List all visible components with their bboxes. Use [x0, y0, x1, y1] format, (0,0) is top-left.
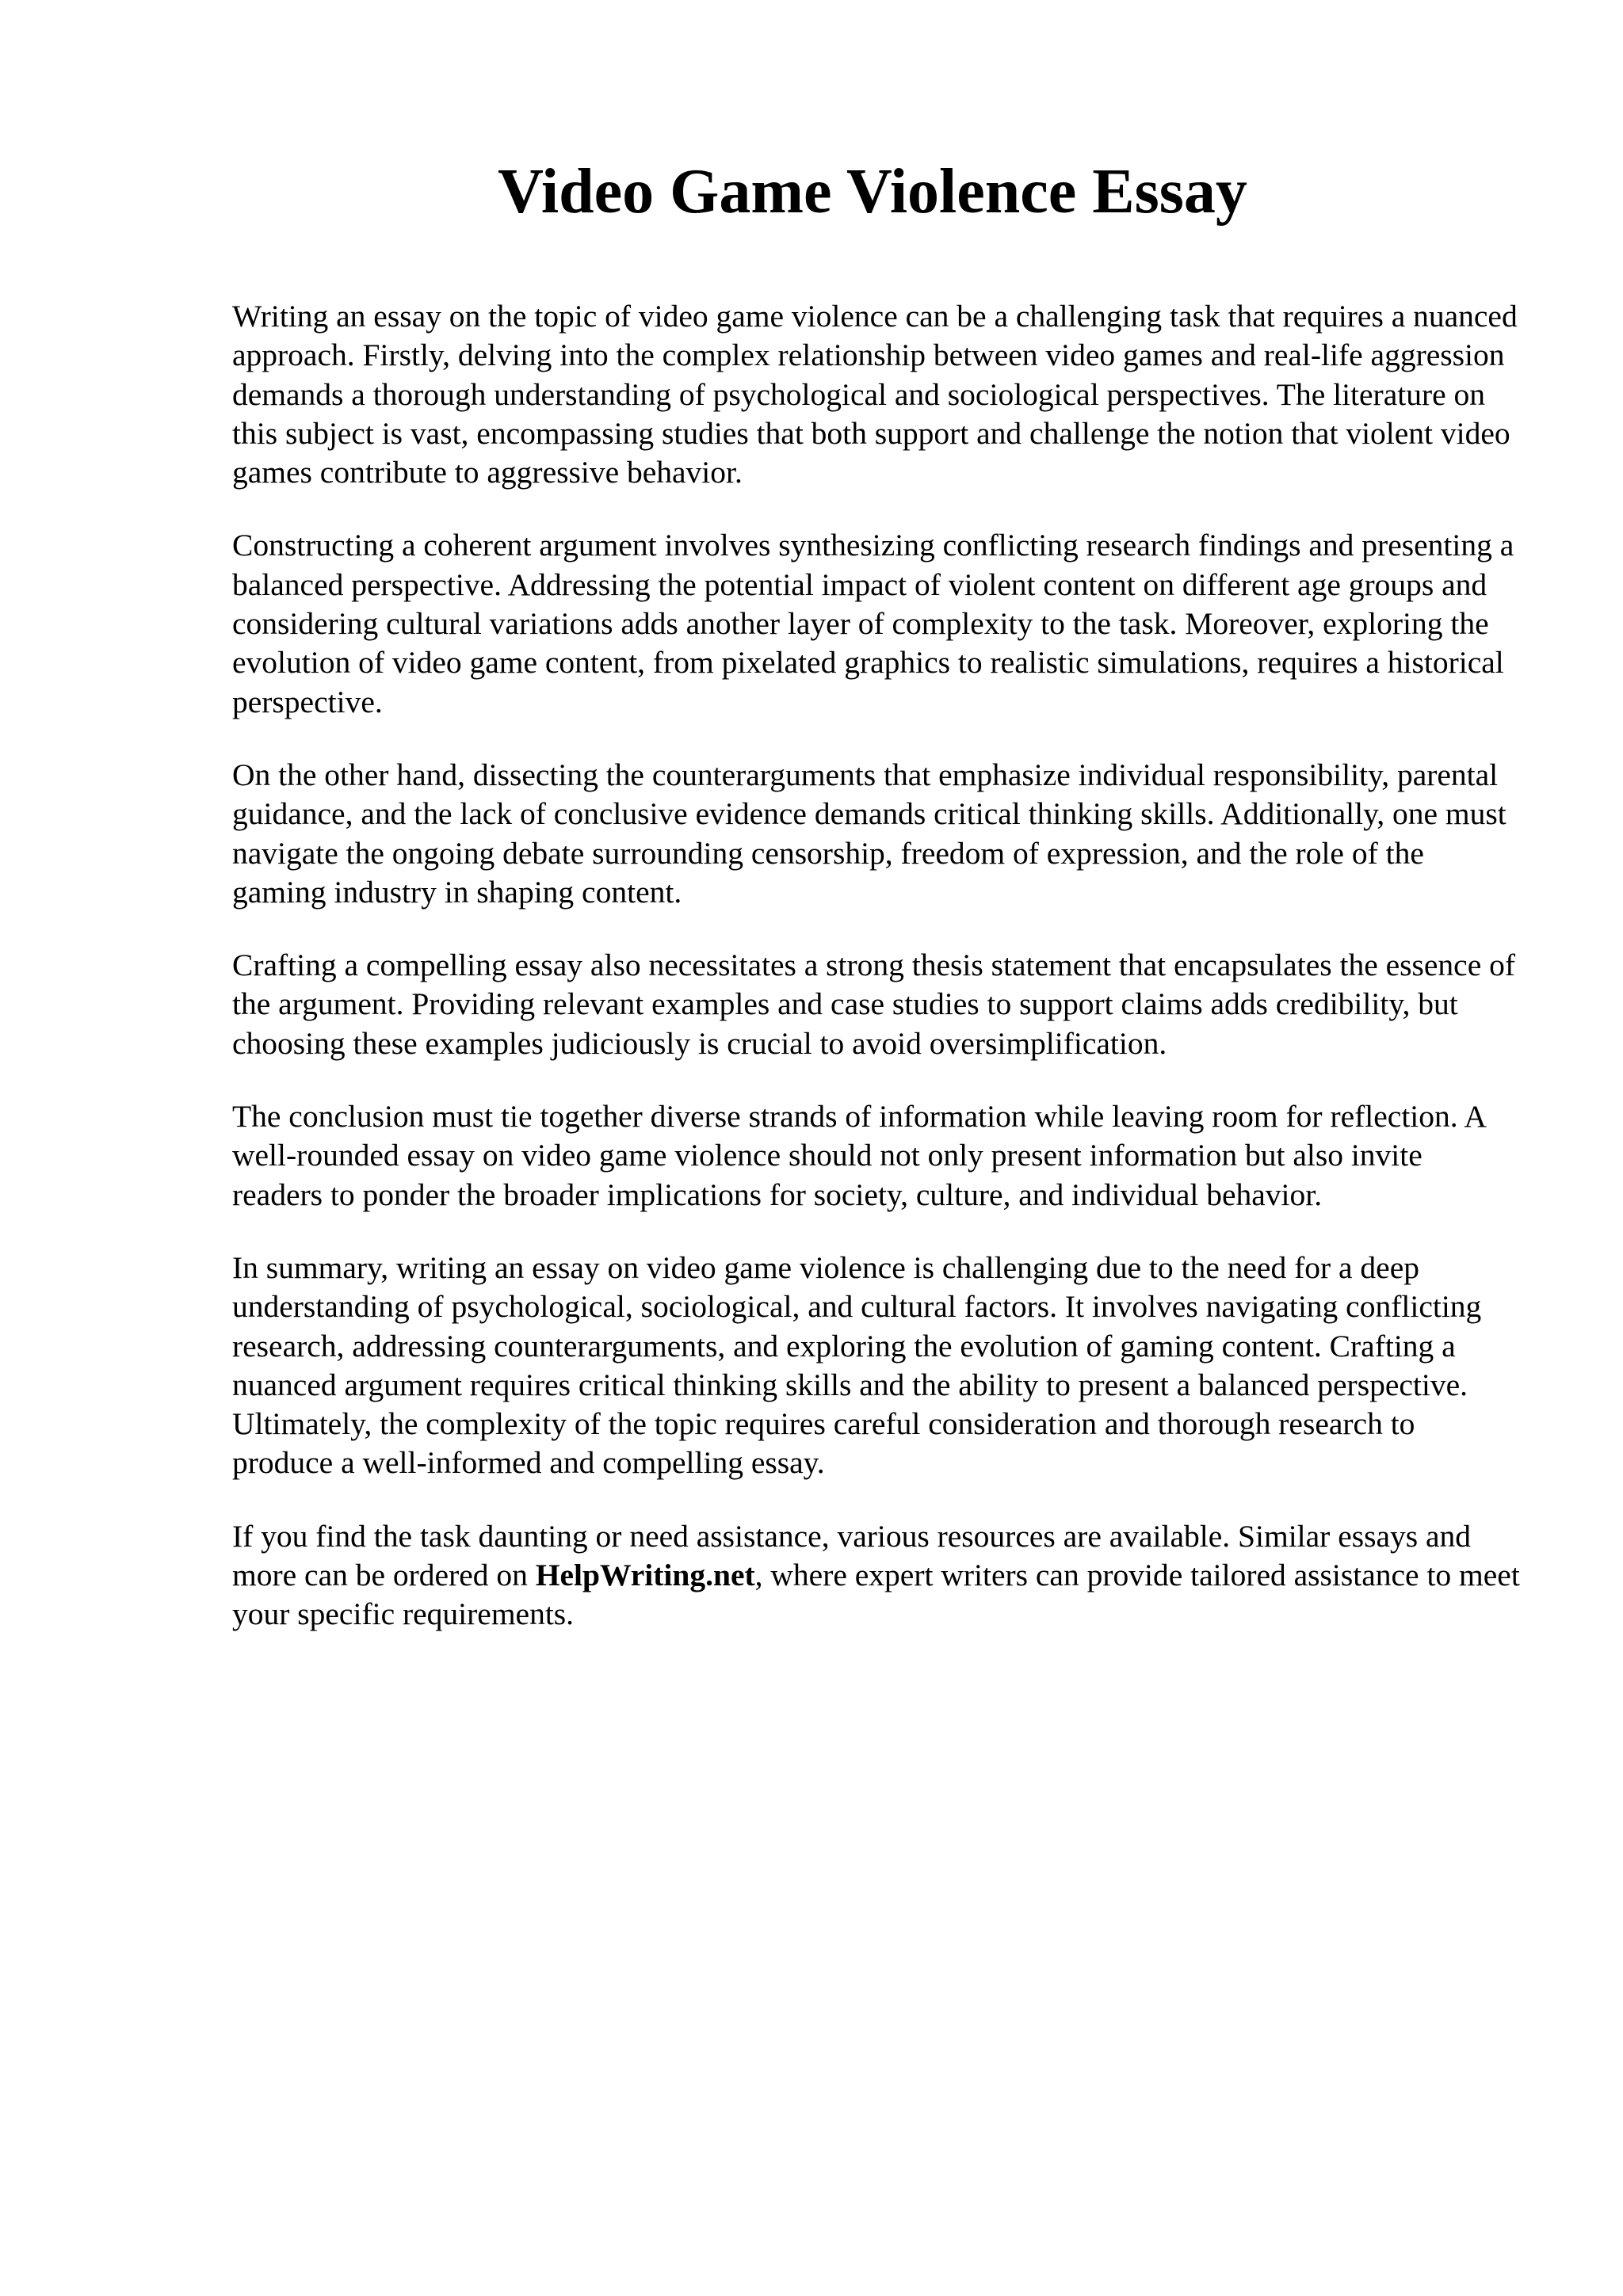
paragraph-1: Writing an essay on the topic of video game violence can be a challenging task that requires a nuanced approach. Firstly, delving into the complex relationship between video games and real-life aggression demands a thorough understanding of psychological and sociological perspectives. The literature on this subject is vast, encompassing studies that both support and challenge the notion that violent video games contribute to aggressive behavior.: [232, 299, 1518, 490]
paragraph-6: In summary, writing an essay on video game violence is challenging due to the need for a deep understanding of psychological, sociological, and cultural factors. It involves navigating conflicting research, addressing counterarguments, and exploring the evolution of gaming content. Crafting a nuanced argument requires critical thinking skills and the ability to present a balanced perspective. Ultimately, the complexity of the topic requires careful consideration and thorough research to produce a well-informed and compelling essay.: [232, 1249, 1482, 1481]
paragraph-2: Constructing a coherent argument involves synthesizing conflicting research findings and presenting a balanced perspective. Addressing the potential impact of violent content on different age groups and considering cultural variations adds another layer of complexity to the task. Moreover, exploring the evolution of video game content, from pixelated graphics to realistic simulations, requires a historical perspective.: [232, 528, 1514, 719]
closing-text-after-link: , where expert writers can provide tailored assistance to meet your specific requirements.: [232, 1558, 1520, 1632]
paragraph-4: Crafting a compelling essay also necessitates a strong thesis statement that encapsulates the essence of the argument. Providing relevant examples and case studies to support claims adds credibility, but choosing these examples judiciously is crucial to avoid oversimplification.: [232, 948, 1515, 1061]
closing-text-before-link: If you find the task daunting or need assistance, various resources are available. Similar essays and more can be ordered on: [232, 1518, 1472, 1593]
paragraph-3: On the other hand, dissecting the counterarguments that emphasize individual responsibility, parental guidance, and the lack of conclusive evidence demands critical thinking skills. Additionally, one must navigate the ongoing debate surrounding censorship, freedom of expression, and the role of the gaming industry in shaping content.: [232, 757, 1507, 910]
document-title: Video Game Violence Essay: [498, 157, 1247, 227]
paragraph-5: The conclusion must tie together diverse strands of information while leaving room for reflection. A well-rounded essay on video game violence should not only present information but also invite readers to ponder the broader implications for society, culture, and individual behavior.: [232, 1099, 1485, 1212]
closing-paragraph: [232, 1517, 1520, 1634]
document-body: [232, 297, 1520, 1669]
helpwriting-link[interactable]: HelpWriting.net: [535, 1558, 755, 1593]
